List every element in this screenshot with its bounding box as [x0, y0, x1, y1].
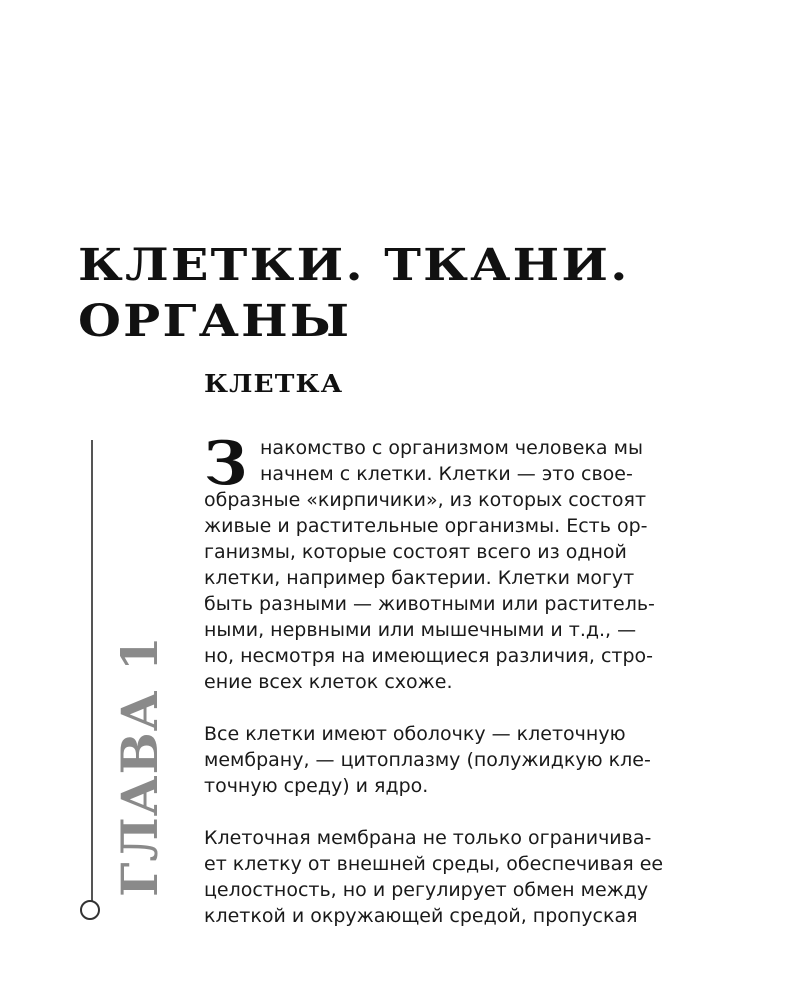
chapter-label-container [110, 635, 169, 897]
text-line: ными, нервными или мышечными и т.д., — [204, 619, 637, 641]
chapter-title [78, 238, 800, 350]
text-line: целостность, но и регулирует обмен между [204, 879, 649, 901]
text-line: быть разными — животными или раститель- [204, 593, 655, 615]
body-text [204, 429, 704, 929]
text-line: ение всех клеток схоже. [204, 671, 453, 693]
text-line: ет клетку от внешней среды, обеспечивая ее [204, 853, 664, 875]
text-line: но, несмотря на имеющиеся различия, стро- [204, 645, 653, 667]
text-line: начнем с клетки. Клетки — это свое- [260, 463, 633, 485]
chapter-title-line-2: ОРГАНЫ [78, 296, 352, 347]
paragraph-1 [204, 429, 704, 695]
paragraph-3 [204, 825, 704, 929]
chapter-rule-circle-icon [80, 900, 100, 920]
text-line: образные «кирпичики», из которых состоят [204, 489, 647, 511]
text-line: Все клетки имеют оболочку — клеточную [204, 723, 626, 745]
text-line: точную среду) и ядро. [204, 775, 429, 797]
chapter-title-line-1: КЛЕТКИ. ТКАНИ. [78, 240, 630, 291]
text-line: клеткой и окружающей средой, пропуская [204, 905, 638, 927]
text-line: клетки, например бактерии. Клетки могут [204, 567, 635, 589]
text-line: живые и растительные организмы. Есть ор- [204, 515, 648, 537]
text-line: мембрану, — цитоплазму (полужидкую кле- [204, 749, 651, 771]
text-line: Клеточная мембрана не только ограничива- [204, 827, 652, 849]
paragraph-2 [204, 721, 704, 799]
section-title: КЛЕТКА [204, 369, 344, 398]
chapter-side-rule [91, 440, 93, 902]
chapter-label: ГЛАВА 1 [110, 635, 169, 897]
text-line: ганизмы, которые состоят всего из одной [204, 541, 627, 563]
text-line: накомство с организмом человека мы [260, 437, 643, 459]
drop-cap: З [204, 429, 248, 499]
